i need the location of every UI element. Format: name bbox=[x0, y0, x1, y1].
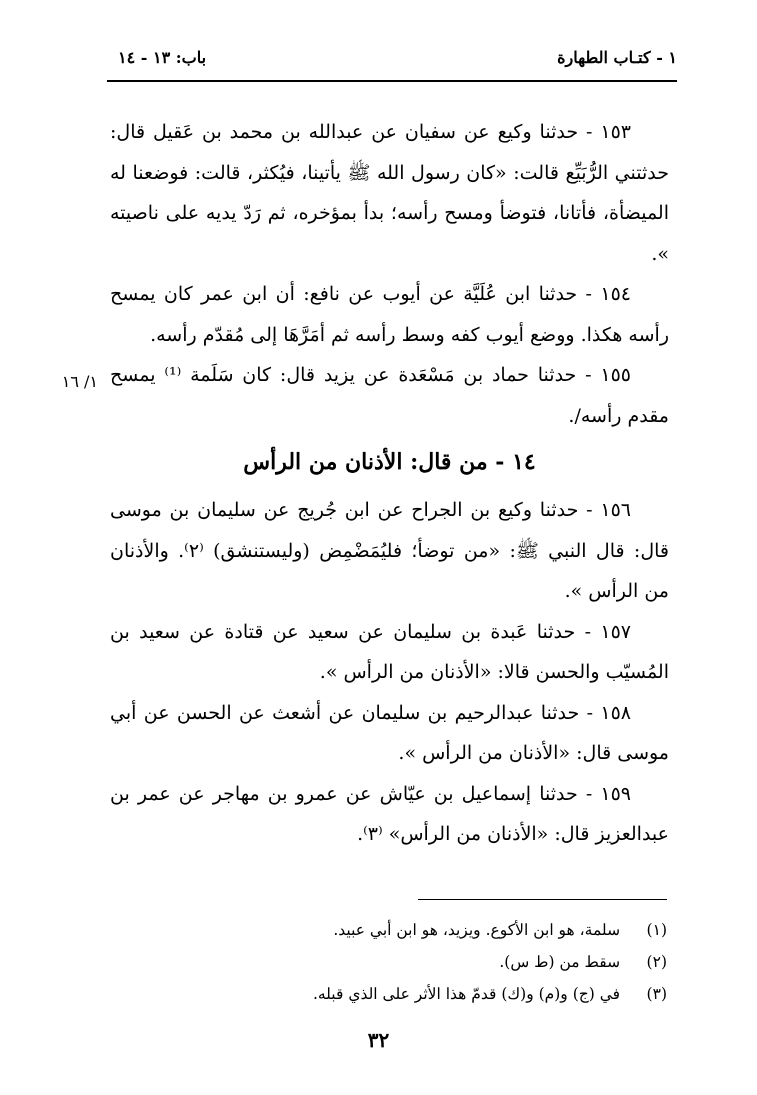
footnote-number: (١) bbox=[646, 921, 667, 939]
margin-page-reference: ١/ ١٦ bbox=[61, 372, 98, 391]
chapter-range: باب: ١٣ - ١٤ bbox=[118, 48, 207, 67]
footnote-number: (٢) bbox=[646, 953, 667, 971]
chapter-title: ١ - كتـاب الطهارة bbox=[557, 48, 677, 67]
footnote-text: سقط من (ط س). bbox=[499, 953, 621, 971]
footnote-text: سلمة، هو ابن الأكوع. ويزيد، هو ابن أبي عبيد. bbox=[333, 921, 621, 939]
page-number: ٣٢ bbox=[367, 1028, 390, 1052]
section-heading: ١٤ - من قال: الأذنان من الرأس bbox=[243, 449, 536, 475]
footnote bbox=[110, 914, 667, 946]
hadith-paragraph-153: ١٥٣ - حدثنا وكيع عن سفيان عن عبدالله بن محمد بن عَقيل قال: حدثتني الرُّبَيِّع قالت: «كان رسول الله ﷺ يأتينا، فيُكثر، قالت: فوضعنا له الميضأة، فأتانا، فتوضأ ومسح رأسه؛ بدأ بمؤخره، ثم رَدّ يديه على ناصيته ». bbox=[110, 121, 669, 265]
hadith-paragraph-154: ١٥٤ - حدثنا ابن عُلَيَّة عن أيوب عن نافع: أن ابن عمر كان يمسح رأسه هكذا. ووضع أيوب كفه وسط رأسه ثم أمَرَّهَا إلى مُقدّم رأسه. bbox=[110, 283, 669, 346]
hadith-paragraph-157: ١٥٧ - حدثنا عَبدة بن سليمان عن سعيد عن قتادة عن سعيد بن المُسيّب والحسن قالا: «الأذنان من الرأس ». bbox=[110, 620, 669, 683]
hadith-paragraph-155: ١٥٥ - حدثنا حماد بن مَسْعَدة عن يزيد قال: كان سَلَمة ⁽¹⁾ يمسح مقدم رأسه/. bbox=[110, 364, 669, 427]
footnote-divider bbox=[418, 899, 667, 900]
running-header bbox=[118, 48, 677, 74]
hadith-paragraph-158: ١٥٨ - حدثنا عبدالرحيم بن سليمان عن أشعث عن الحسن عن أبي موسى قال: «الأذنان من الرأس ». bbox=[110, 701, 669, 764]
footnote-text: في (ج) و(م) و(ك) قدمّ هذا الأثر على الذي قبله. bbox=[312, 985, 621, 1003]
hadith-paragraph-156: ١٥٦ - حدثنا وكيع بن الجراح عن ابن جُريج عن سليمان بن موسى قال: قال النبي ﷺ: «من توضأ؛ فليُمَضْمِض (وليستنشق) ⁽٢⁾. والأذنان من الرأس ». bbox=[110, 499, 670, 602]
footnote bbox=[110, 978, 667, 1010]
header-divider bbox=[107, 80, 677, 82]
footnote-number: (٣) bbox=[646, 985, 667, 1003]
footnote bbox=[110, 946, 667, 978]
main-text bbox=[110, 112, 669, 855]
hadith-paragraph-159: ١٥٩ - حدثنا إسماعيل بن عيّاش عن عمرو بن مهاجر عن عمر بن عبدالعزيز قال: «الأذنان من الرأس» ⁽٣⁾. bbox=[110, 782, 669, 845]
footnotes bbox=[110, 914, 667, 1010]
